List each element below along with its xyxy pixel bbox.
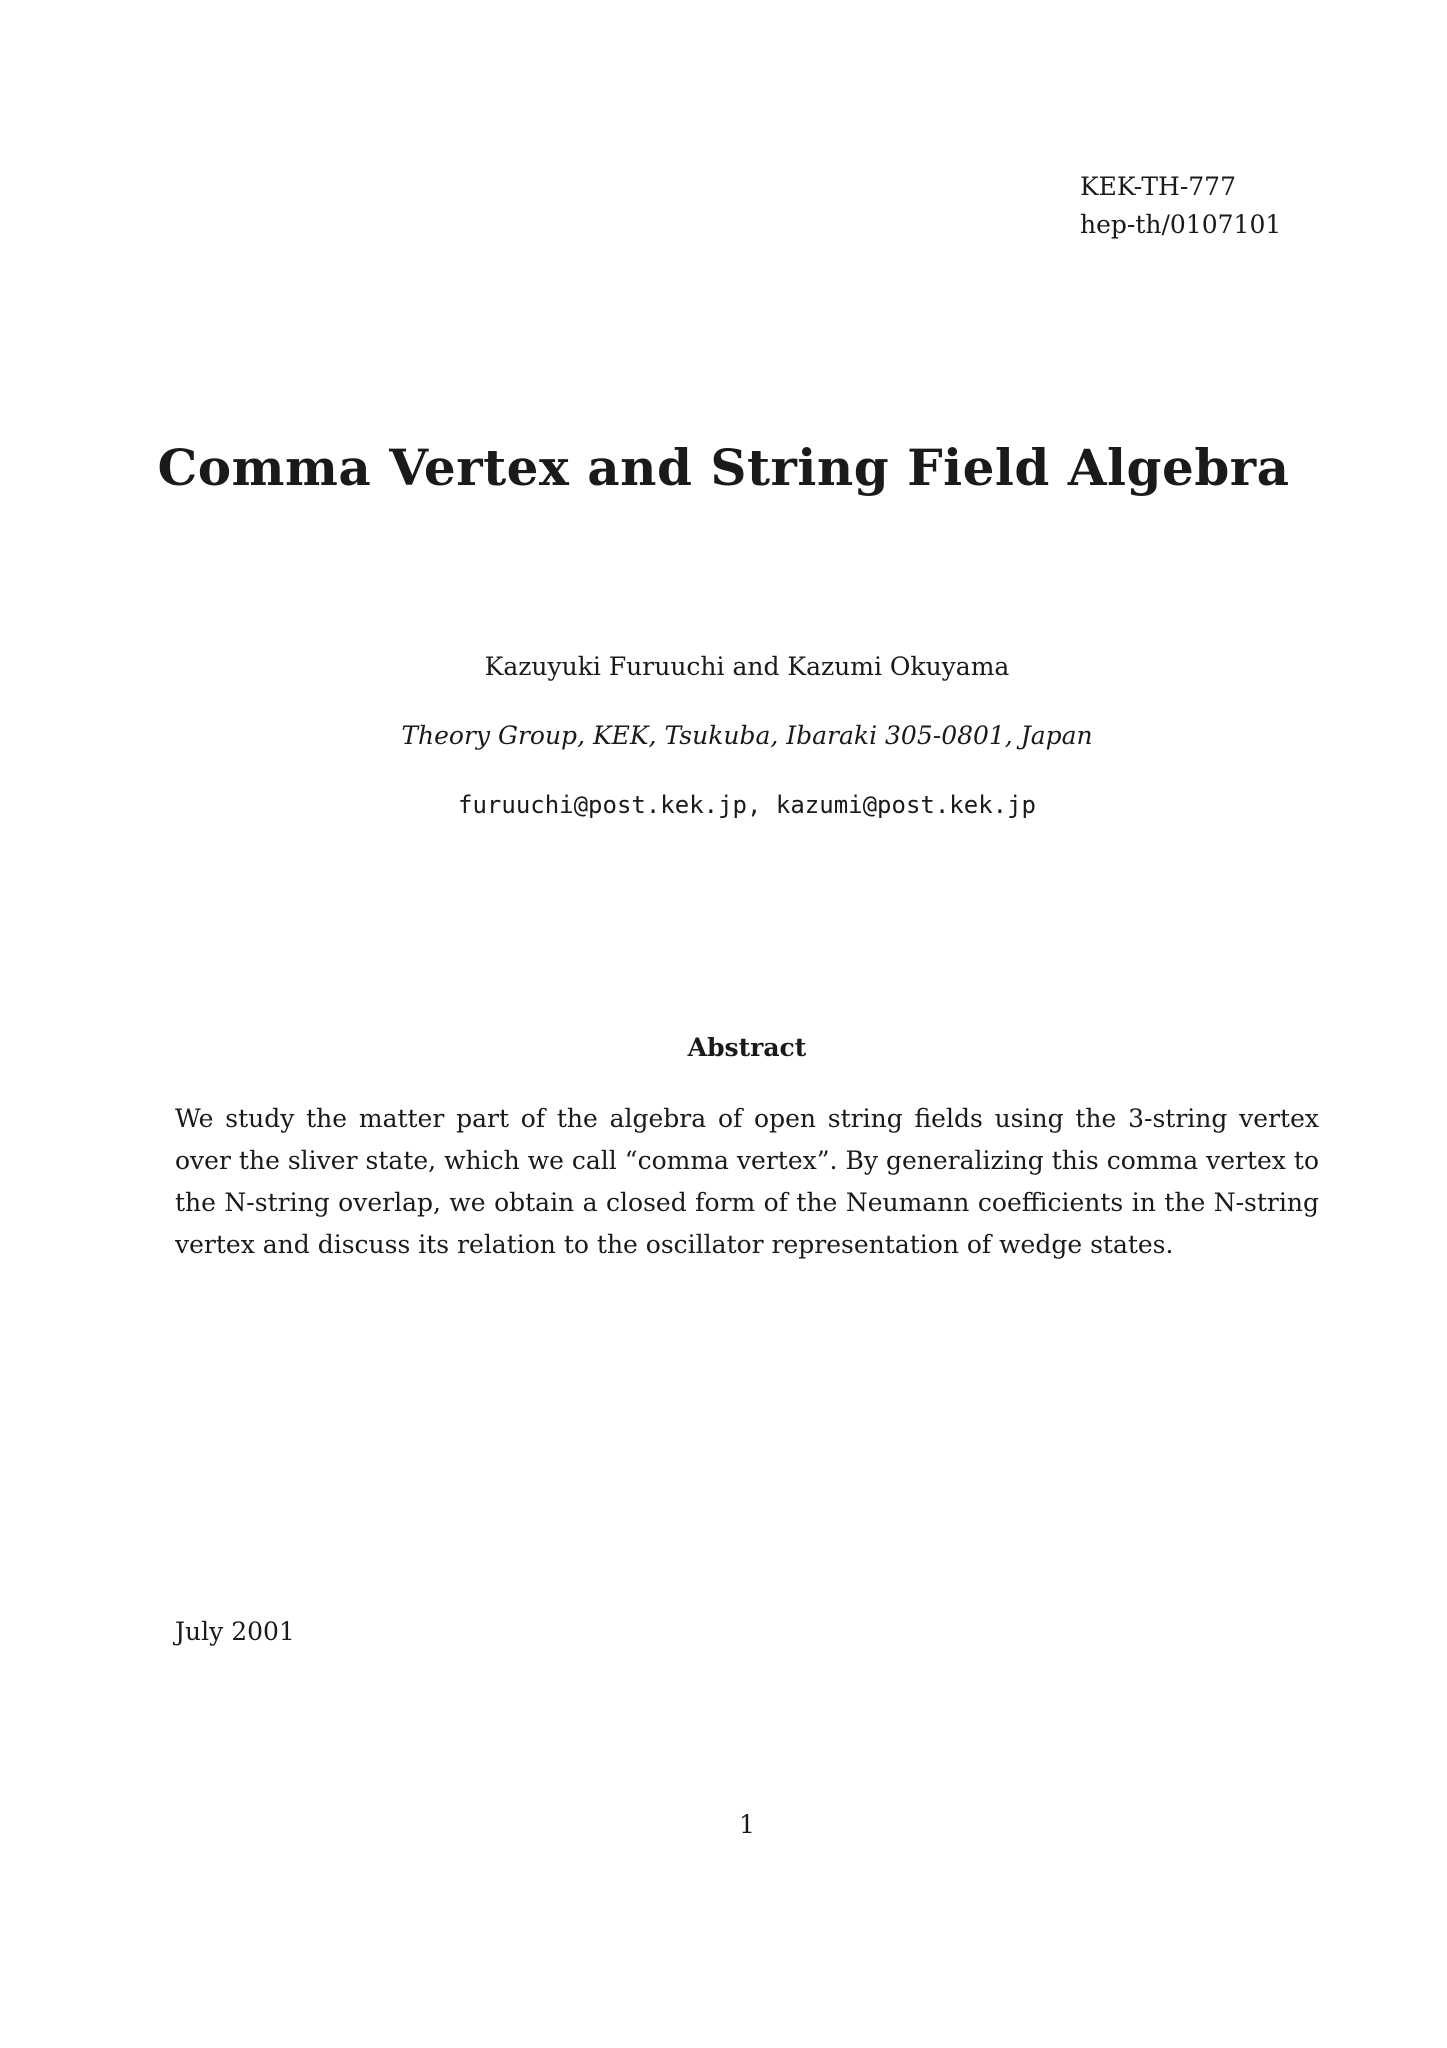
report-number: KEK-TH-777: [1080, 172, 1236, 201]
arxiv-id: hep-th/0107101: [1080, 210, 1282, 239]
affiliation: Theory Group, KEK, Tsukuba, Ibaraki 305-0801, Japan: [401, 721, 1093, 750]
abstract-heading: Abstract: [687, 1033, 807, 1062]
paper-title: Comma Vertex and String Field Algebra: [157, 438, 1290, 497]
abstract-body: We study the matter part of the algebra of open string fields using the 3-string vertex over the sliver state, which we call “comma vertex”. By generalizing this comma vertex to the N-string overlap, we obtain a closed form of the Neumann coefficients in the N-string vertex and discuss its relation to the oscillator representation of wedge states.: [175, 1104, 1319, 1259]
email-addresses: furuuchi@post.kek.jp, kazumi@post.kek.jp: [458, 791, 1036, 819]
publication-date: July 2001: [175, 1617, 295, 1646]
authors: Kazuyuki Furuuchi and Kazumi Okuyama: [484, 652, 1010, 681]
page-number: 1: [739, 1810, 755, 1839]
preprint-info: [1080, 168, 1370, 244]
